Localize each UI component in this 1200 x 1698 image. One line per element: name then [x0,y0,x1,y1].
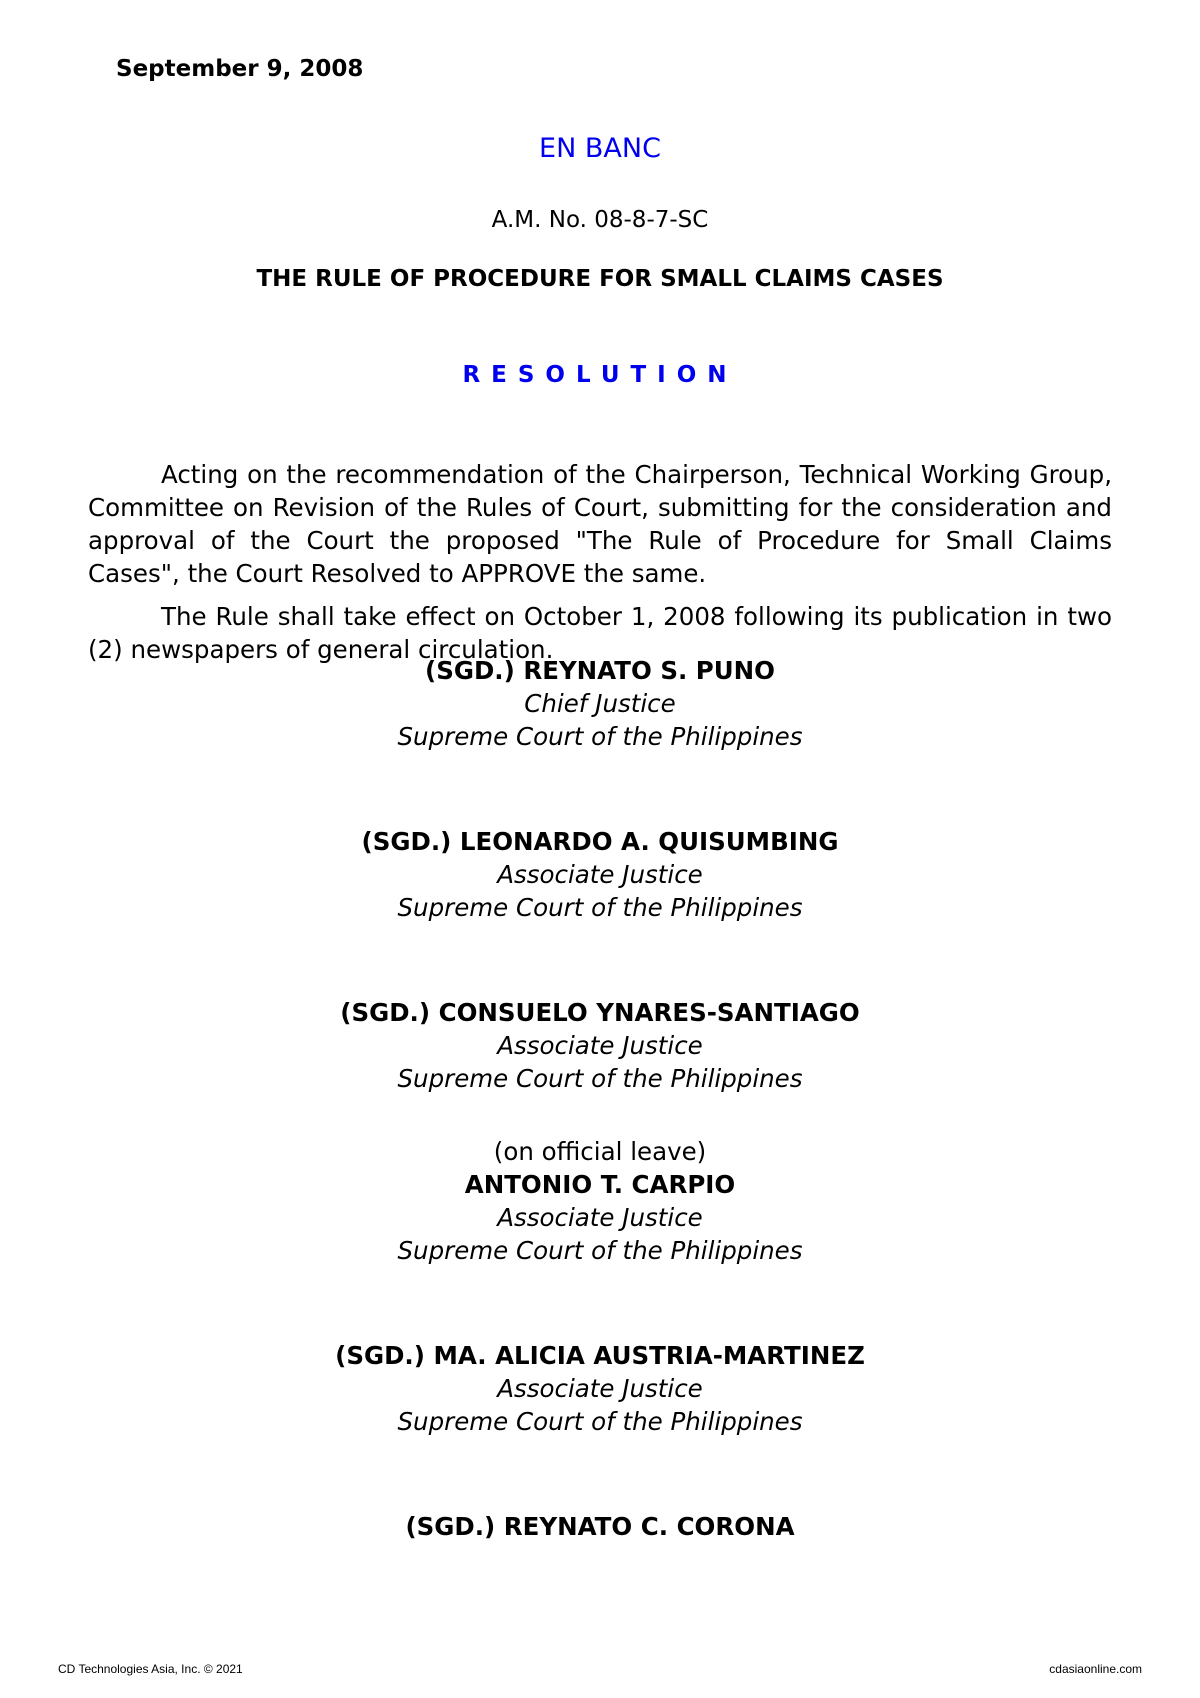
signatory-court: Supreme Court of the Philippines [397,722,803,751]
signatory-block-quisumbing [0,825,1200,924]
division-heading: EN BANC [539,133,661,164]
signatory-name: ANTONIO T. CARPIO [464,1170,736,1199]
signatory-title: Associate Justice [497,1031,703,1060]
signatory-name: (SGD.) LEONARDO A. QUISUMBING [361,827,839,856]
signatory-name: (SGD.) REYNATO C. CORONA [405,1512,795,1541]
signatory-block-ynares-santiago [0,996,1200,1095]
signatory-name: (SGD.) CONSUELO YNARES-SANTIAGO [340,998,860,1027]
signatory-block-carpio [0,1135,1200,1267]
signatory-title: Associate Justice [497,860,703,889]
signatory-court: Supreme Court of the Philippines [397,1236,803,1265]
signatory-title: Associate Justice [497,1203,703,1232]
signatory-block-puno [0,654,1200,753]
signatory-note: (on official leave) [493,1137,707,1166]
signatory-block-corona [0,1510,1200,1543]
signatory-title: Chief Justice [524,689,676,718]
signatory-title: Associate Justice [497,1374,703,1403]
document-title: THE RULE OF PROCEDURE FOR SMALL CLAIMS CASES [256,266,944,292]
resolution-heading: RESOLUTION [462,362,738,388]
signatory-name: (SGD.) REYNATO S. PUNO [425,656,775,685]
paragraph-text: Acting on the recommendation of the Chairperson, Technical Working Group, Committee on Revision of the Rules of Court, submitting for the consideration and approval of the Court the proposed "The Rule of Procedure for Small Claims Cases", the Court Resolved to APPROVE the same. [88,460,1112,588]
footer-copyright: CD Technologies Asia, Inc. © 2021 [58,1662,243,1676]
document-date: September 9, 2008 [116,56,364,82]
signatory-name: (SGD.) MA. ALICIA AUSTRIA-MARTINEZ [335,1341,865,1370]
footer-site-link[interactable]: cdasiaonline.com [1049,1662,1142,1676]
signatory-court: Supreme Court of the Philippines [397,1064,803,1093]
signatory-court: Supreme Court of the Philippines [397,1407,803,1436]
resolution-paragraph-1 [88,458,1112,590]
paragraph-text: The Rule shall take effect on October 1, 2008 following its publication in two (2) newspapers of general circulation. [88,602,1112,664]
case-number: A.M. No. 08-8-7-SC [491,207,709,233]
signatory-block-austria-martinez [0,1339,1200,1438]
signatory-court: Supreme Court of the Philippines [397,893,803,922]
